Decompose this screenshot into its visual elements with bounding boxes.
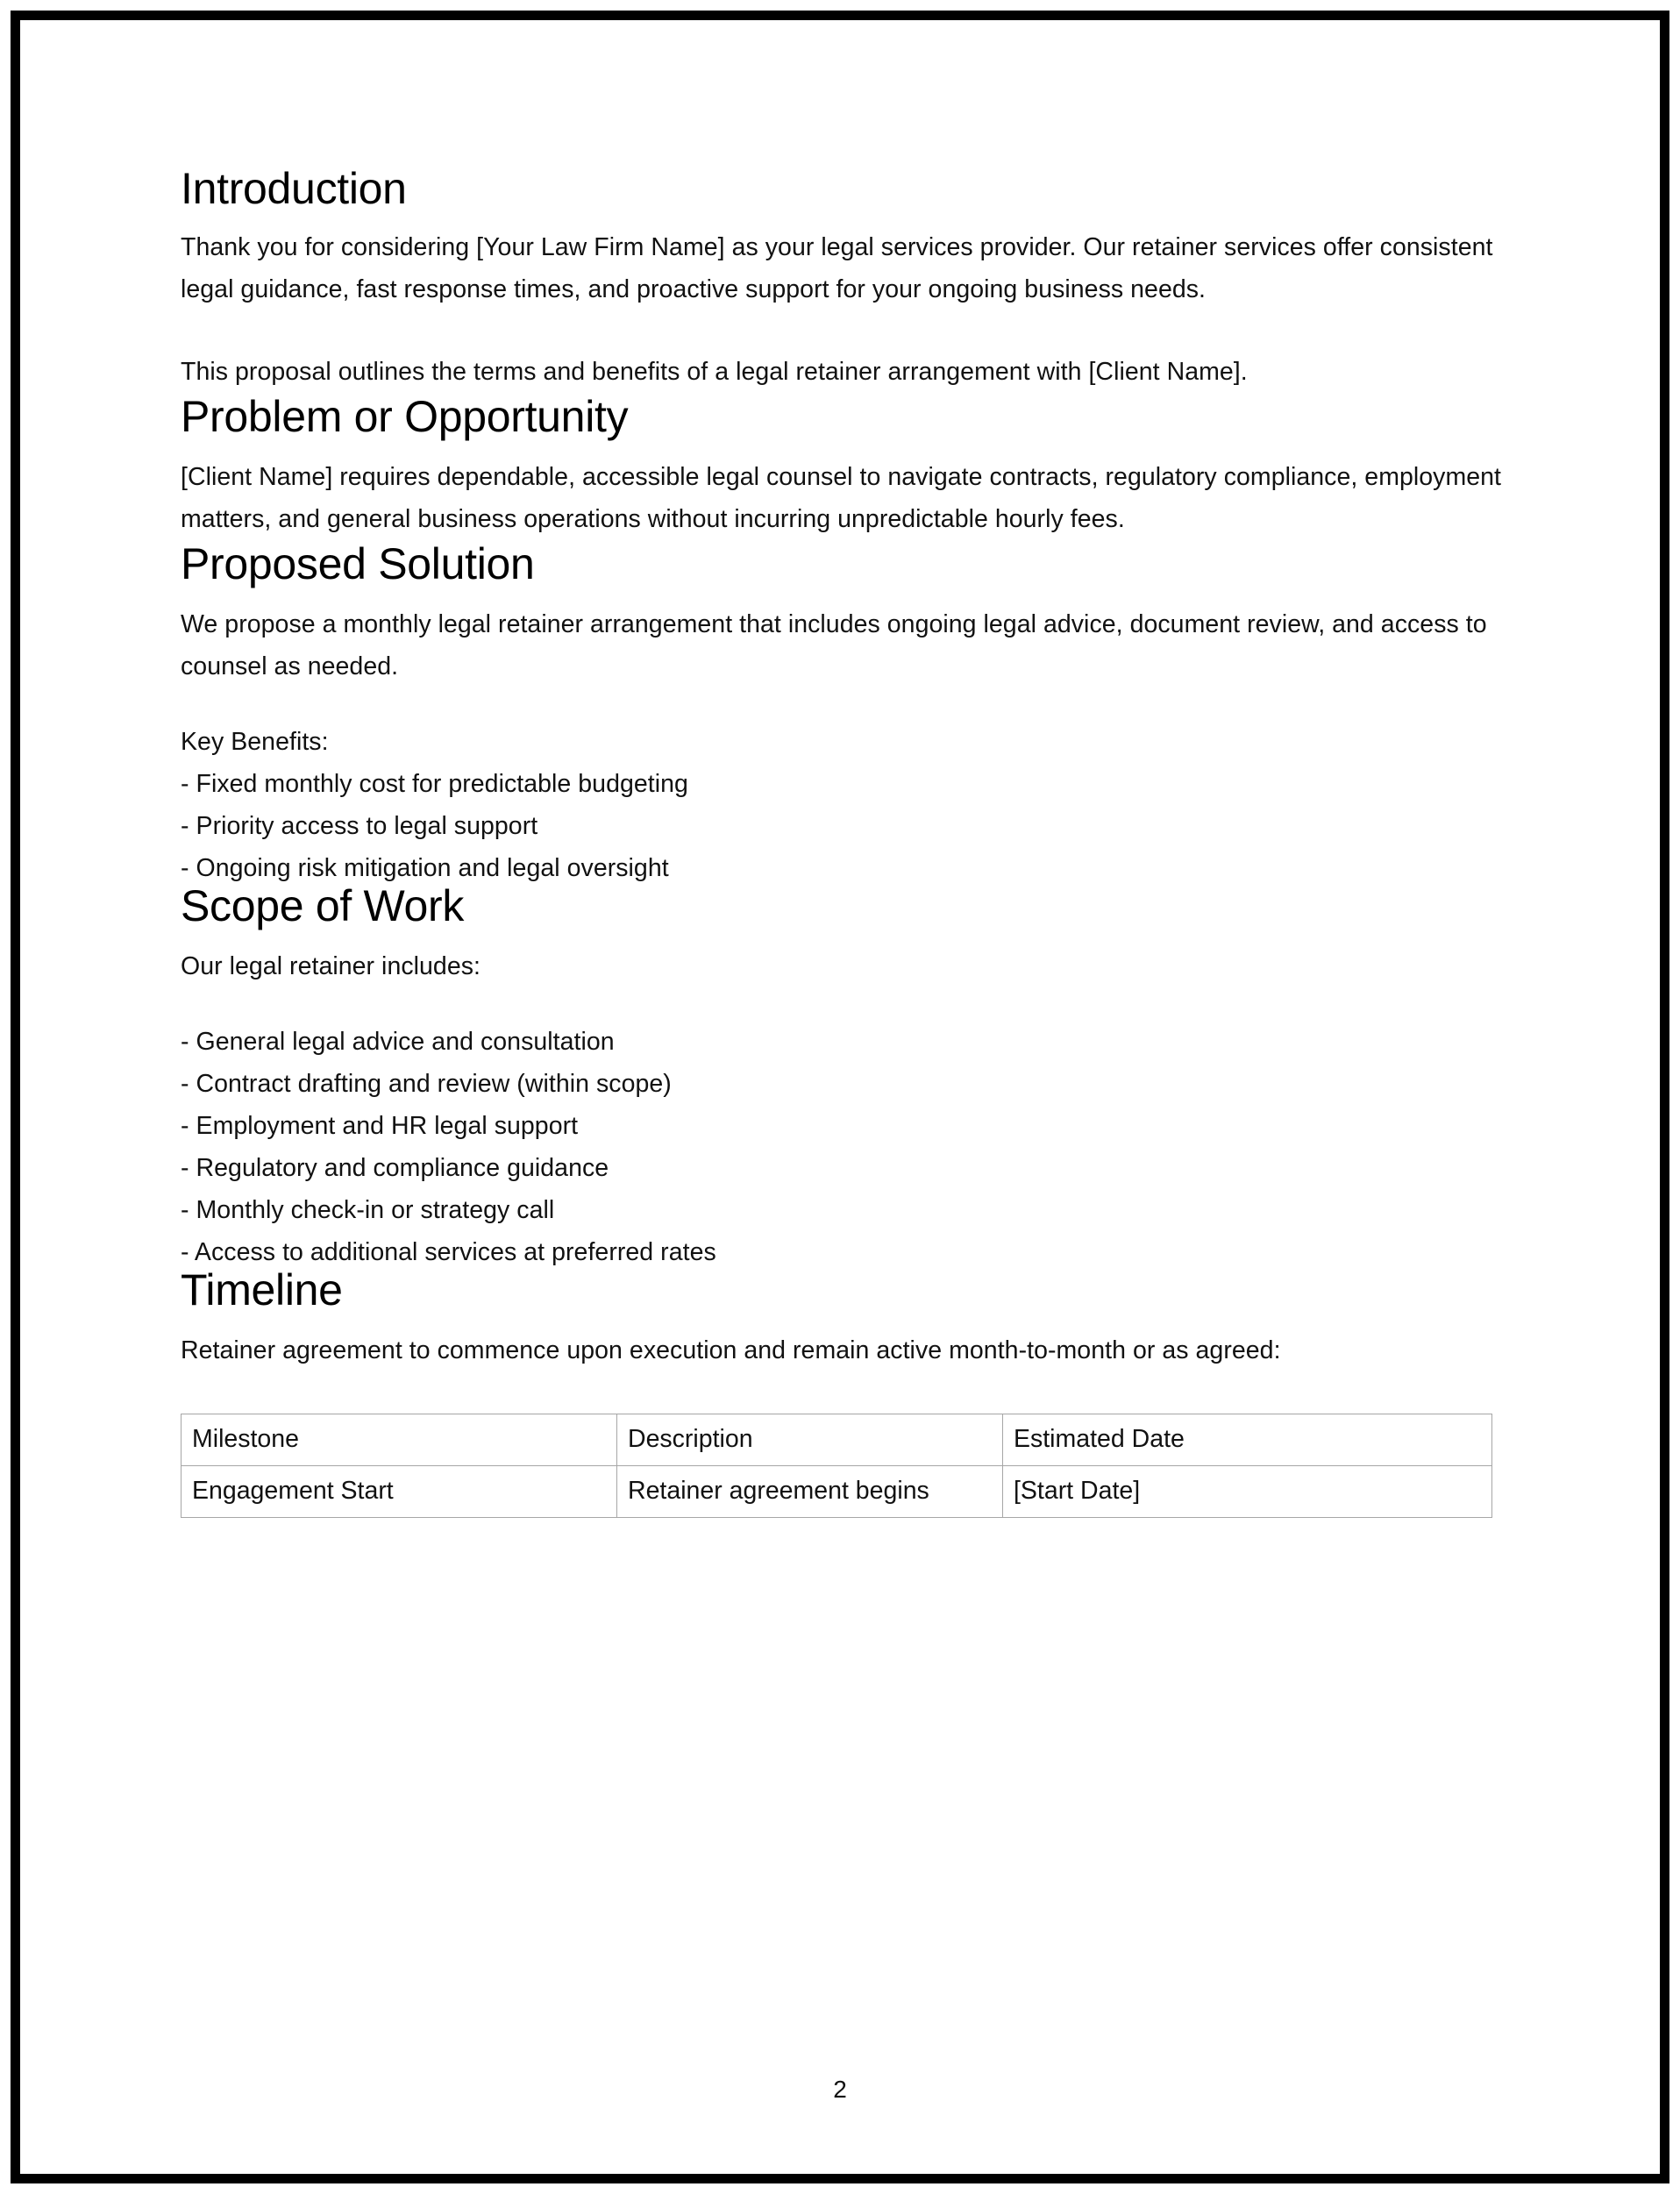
document-content bbox=[181, 165, 1527, 1518]
heading-proposed-solution: Proposed Solution bbox=[181, 539, 535, 588]
timeline-intro-text: Retainer agreement to commence upon execution and remain active month-to-month or as agreed: bbox=[181, 1336, 1281, 1364]
introduction-paragraph-2: This proposal outlines the terms and benefits of a legal retainer arrangement with [Client Name]. bbox=[181, 358, 1248, 386]
heading-scope-of-work: Scope of Work bbox=[181, 881, 465, 930]
key-benefit-item: - Priority access to legal support bbox=[181, 812, 538, 840]
problem-paragraph-1: [Client Name] requires dependable, accessible legal counsel to navigate contracts, regulatory compliance, employment matters, and general business operations without incurring unpredictable hourly fees. bbox=[181, 463, 1502, 533]
key-benefit-item: - Ongoing risk mitigation and legal oversight bbox=[181, 854, 669, 882]
table-header-estimated-date: Estimated Date bbox=[1003, 1414, 1492, 1466]
table-row bbox=[182, 1466, 1492, 1518]
table-cell-estimated-date: [Start Date] bbox=[1003, 1466, 1492, 1518]
key-benefits-block bbox=[181, 728, 1527, 882]
page-number: 2 bbox=[833, 2076, 847, 2103]
introduction-paragraph-1: Thank you for considering [Your Law Firm Name] as your legal services provider. Our retainer services offer consistent legal guidance, fast response times, and proactive support for your ongoing business needs. bbox=[181, 233, 1493, 303]
scope-list-item: - Monthly check-in or strategy call bbox=[181, 1196, 555, 1224]
scope-items-list bbox=[181, 1028, 1527, 1266]
page-border-frame bbox=[11, 11, 1669, 2183]
key-benefits-label: Key Benefits: bbox=[181, 728, 329, 756]
table-header-row bbox=[182, 1414, 1492, 1466]
table-header-milestone: Milestone bbox=[182, 1414, 617, 1466]
scope-list-item: - Regulatory and compliance guidance bbox=[181, 1154, 609, 1182]
heading-introduction: Introduction bbox=[181, 164, 407, 213]
timeline-table bbox=[181, 1414, 1492, 1518]
heading-timeline: Timeline bbox=[181, 1265, 343, 1314]
scope-list-item: - Contract drafting and review (within scope) bbox=[181, 1070, 672, 1098]
scope-intro-text: Our legal retainer includes: bbox=[181, 952, 481, 980]
heading-problem-or-opportunity: Problem or Opportunity bbox=[181, 392, 629, 441]
scope-list-item: - Access to additional services at preferred rates bbox=[181, 1238, 716, 1266]
table-header-description: Description bbox=[617, 1414, 1003, 1466]
solution-paragraph-1: We propose a monthly legal retainer arrangement that includes ongoing legal advice, document review, and access to counsel as needed. bbox=[181, 610, 1487, 680]
table-cell-milestone: Engagement Start bbox=[182, 1466, 617, 1518]
scope-list-item: - General legal advice and consultation bbox=[181, 1028, 615, 1056]
scope-list-item: - Employment and HR legal support bbox=[181, 1112, 579, 1140]
key-benefit-item: - Fixed monthly cost for predictable budgeting bbox=[181, 770, 688, 798]
table-cell-description: Retainer agreement begins bbox=[617, 1466, 1003, 1518]
